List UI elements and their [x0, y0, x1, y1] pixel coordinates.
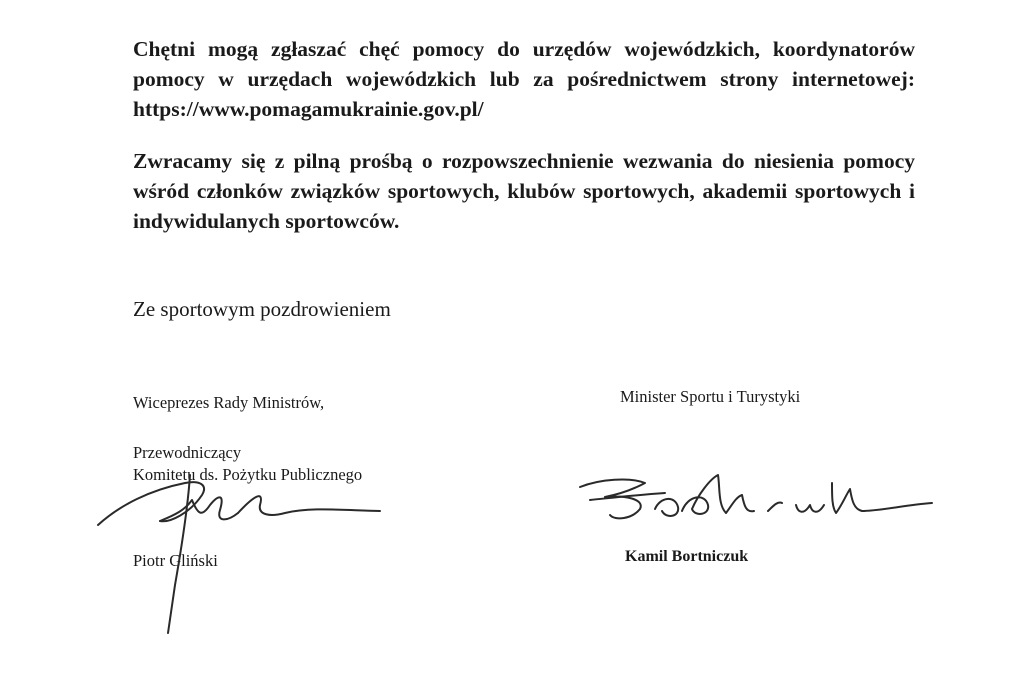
right-handwritten-signature — [570, 465, 940, 535]
left-signatory-org-line2: Komitetu ds. Pożytku Publicznego — [133, 465, 363, 484]
right-signatory-role: Minister Sportu i Turystyki — [620, 387, 801, 406]
left-signatory-role: Wiceprezes Rady Ministrów, — [133, 393, 325, 412]
left-signatory-org-line1: Przewodniczący — [133, 443, 242, 462]
paragraph-help-text: Chętni mogą zgłaszać chęć pomocy do urzędów wojewódzkich, koordynatorów pomocy w urzędach wojewódzkich lub za pośrednictwem strony internetowej: — [133, 37, 915, 91]
left-signatory-name: Piotr Gliński — [133, 551, 218, 570]
closing-greeting: Ze sportowym pozdrowieniem — [133, 297, 391, 321]
left-signatory-organization — [133, 442, 362, 486]
paragraph-help-info — [133, 34, 915, 124]
website-link[interactable]: https://www.pomagamukrainie.gov.pl/ — [133, 97, 484, 121]
paragraph-appeal: Zwracamy się z pilną prośbą o rozpowszechnienie wezwania do niesienia pomocy wśród członków związków sportowych, klubów sportowych, akademii sportowych i indywidulanych sportowców. — [133, 149, 915, 233]
right-signatory-name: Kamil Bortniczuk — [625, 548, 749, 565]
